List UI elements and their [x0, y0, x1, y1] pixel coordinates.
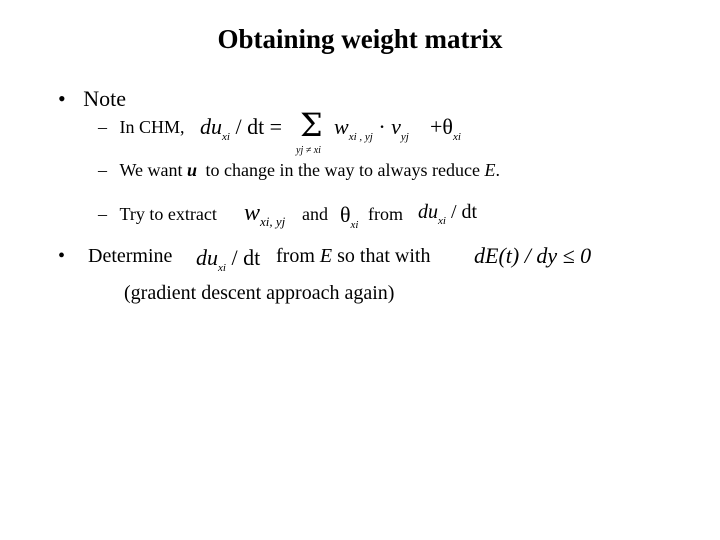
chm-prefix: In CHM,	[119, 117, 185, 137]
sub-bullet-want	[98, 160, 500, 181]
dash-marker: –	[98, 160, 107, 180]
sub-bullet-try	[98, 204, 217, 225]
dash-marker: –	[98, 117, 107, 137]
eq-w-sub: xi , yj	[348, 131, 373, 143]
try-and: and	[302, 204, 328, 224]
eq-w-term	[334, 114, 409, 143]
det-mid-text	[276, 245, 430, 268]
bullet-marker: •	[58, 86, 66, 111]
try-theta: θ	[340, 202, 351, 227]
note-label: Note	[83, 86, 126, 111]
try-theta-sub: xi	[350, 219, 359, 231]
bullet-marker: •	[58, 245, 66, 267]
try-from: from	[368, 204, 403, 224]
try-dt: / dt	[450, 201, 478, 223]
eq-dot: ·	[378, 114, 386, 139]
want-post: to change in the way to always reduce	[205, 160, 480, 180]
det-condition: dE(t) / dy ≤ 0	[474, 243, 592, 268]
eq-theta-sub: xi	[452, 131, 461, 143]
det-du-term	[196, 245, 261, 274]
try-w: w	[244, 200, 261, 226]
want-pre: We want	[119, 160, 183, 180]
eq-w: w	[334, 114, 349, 139]
det-E: E	[319, 245, 333, 267]
eq-theta-term	[430, 114, 461, 143]
slide-title: Obtaining weight matrix	[217, 24, 503, 54]
dash-marker: –	[98, 204, 107, 224]
try-du-term	[418, 201, 478, 227]
try-w-term	[244, 200, 285, 227]
eq-v: v	[391, 114, 401, 139]
sub-bullet-chm	[98, 117, 185, 138]
try-w-sub: xi, yj	[260, 214, 286, 229]
det-dt: / dt	[231, 245, 261, 270]
eq-sum: Σ	[300, 106, 323, 144]
eq-sum-sub: yj ≠ xi	[296, 145, 321, 156]
want-E: E	[484, 160, 496, 180]
bullet-note	[58, 86, 126, 112]
want-end: .	[495, 160, 500, 180]
eq-lhs-sub: xi	[222, 131, 230, 143]
bullet-determine	[58, 245, 172, 268]
det-line2: (gradient descent approach again)	[124, 282, 395, 304]
det-mid: from	[276, 245, 315, 267]
chm-equation	[200, 114, 283, 143]
eq-lhs-rest: / dt =	[235, 114, 283, 139]
try-theta-term	[340, 202, 359, 231]
det-du-sub: xi	[218, 262, 226, 274]
det-du: du	[196, 245, 218, 270]
eq-lhs-d: du	[200, 114, 222, 139]
try-pre: Try to extract	[119, 204, 217, 224]
det-pre: Determine	[88, 245, 173, 267]
eq-plus-theta: +θ	[430, 114, 453, 139]
eq-v-sub: yj	[400, 131, 409, 143]
want-u: u	[187, 160, 198, 180]
try-du-sub: xi	[438, 215, 446, 227]
try-du: du	[418, 201, 438, 223]
det-post: so that with	[337, 245, 431, 267]
